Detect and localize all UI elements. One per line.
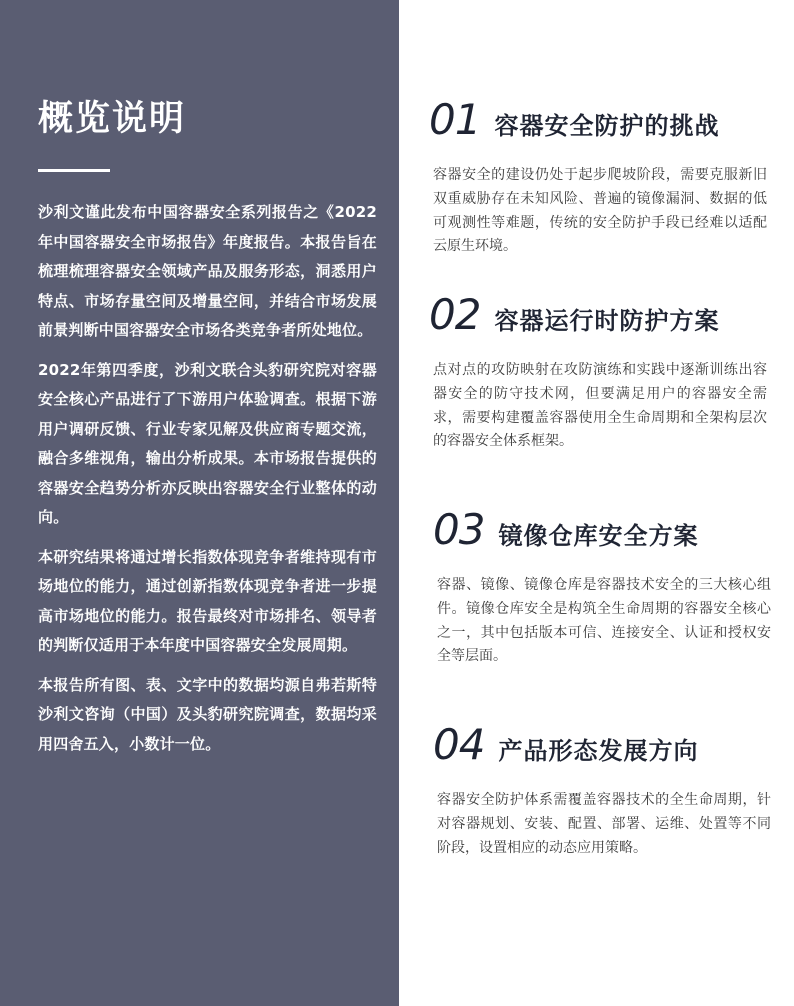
title-divider	[38, 169, 110, 172]
overview-paragraph: 本研究结果将通过增长指数体现竞争者维持现有市场地位的能力，通过创新指数体现竞争者进一步提高市场地位的能力。报告最终对市场排名、领导者的判断仅适用于本年度中国容器安全发展周期。	[38, 547, 377, 654]
section-text: 容器安全的建设仍处于起步爬坡阶段，需要克服新旧双重威胁存在未知风险、普遍的镜像漏洞、数据的低可观测性等难题，传统的安全防护手段已经难以适配云原生环境。	[433, 167, 767, 255]
sections-panel	[399, 0, 794, 1006]
section-title: 镜像仓库安全方案	[498, 522, 699, 550]
overview-title: 概览说明	[38, 99, 187, 139]
section-number: 03	[433, 505, 485, 554]
section-text: 容器安全防护体系需覆盖容器技术的全生命周期，针对容器规划、安装、配置、部署、运维、处置等不同阶段，设置相应的动态应用策略。	[437, 792, 771, 856]
section-04	[433, 720, 771, 860]
section-title: 容器安全防护的挑战	[494, 112, 720, 140]
section-heading	[433, 720, 771, 769]
section-title: 产品形态发展方向	[498, 737, 699, 765]
section-heading	[429, 290, 767, 339]
section-number: 04	[433, 720, 485, 769]
section-02	[429, 290, 767, 454]
section-text: 点对点的攻防映射在攻防演练和实践中逐渐训练出容器安全的防守技术网，但要满足用户的容器安全需求，需要构建覆盖容器使用全生命周期和全架构层次的容器安全体系框架。	[433, 362, 767, 450]
overview-paragraph: 本报告所有图、表、文字中的数据均源自弗若斯特沙利文咨询（中国）及头豹研究院调查，数据均采用四舍五入，小数计一位。	[38, 675, 377, 753]
section-text: 容器、镜像、镜像仓库是容器技术安全的三大核心组件。镜像仓库安全是构筑全生命周期的容器安全核心之一，其中包括版本可信、连接安全、认证和授权安全等层面。	[437, 577, 771, 665]
overview-body	[38, 198, 377, 769]
overview-paragraph: 2022年第四季度，沙利文联合头豹研究院对容器安全核心产品进行了下游用户体验调查。根据下游用户调研反馈、行业专家见解及供应商专题交流，融合多维视角，输出分析成果。本市场报告提供的容器安全趋势分析亦反映出容器安全行业整体的动向。	[38, 360, 377, 526]
section-title: 容器运行时防护方案	[494, 307, 720, 335]
section-heading	[433, 505, 771, 554]
section-number: 02	[429, 290, 481, 339]
overview-paragraph: 沙利文谨此发布中国容器安全系列报告之《2022年中国容器安全市场报告》年度报告。本报告旨在梳理梳理容器安全领域产品及服务形态，洞悉用户特点、市场存量空间及增量空间，并结合市场发展前景判断中国容器安全市场各类竞争者所处地位。	[38, 203, 377, 339]
section-heading	[429, 95, 767, 144]
section-01	[429, 95, 767, 259]
section-number: 01	[429, 95, 481, 144]
section-03	[433, 505, 771, 669]
